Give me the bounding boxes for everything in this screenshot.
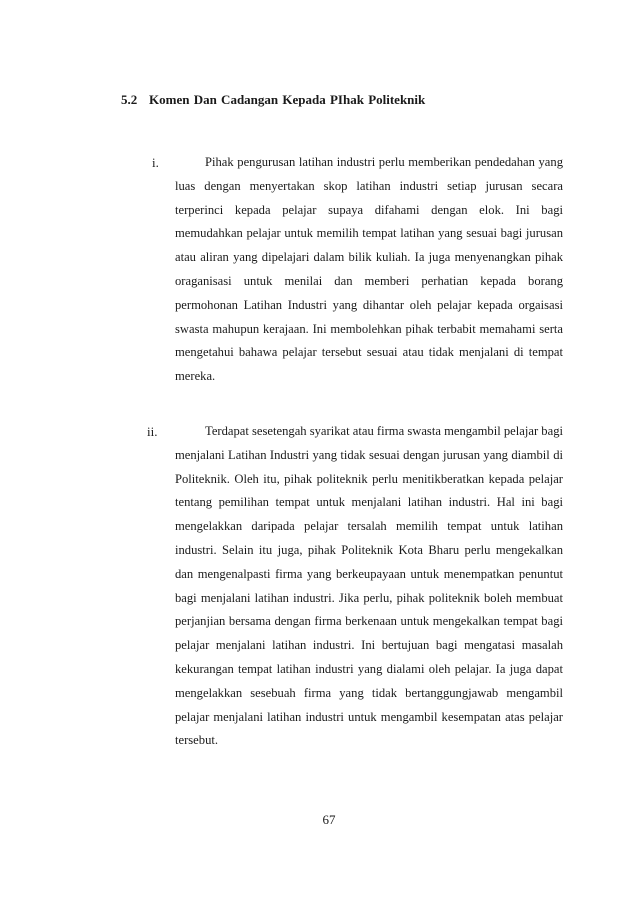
- page-number: 67: [322, 812, 336, 827]
- list-item-marker: ii.: [147, 424, 158, 439]
- list-item-paragraph: Terdapat sesetengah syarikat atau firma swasta mengambil pelajar bagi menjalani Latihan Industri yang tidak sesuai dengan jurusan yang diambil di Politeknik. Oleh itu, pihak politeknik perlu menitikberatkan kepada pelajar tentang pemilihan tempat untuk menjalani latihan industri. Hal ini bagi mengelakkan daripada pelajar tersalah memilih tempat untuk latihan industri. Selain itu juga, pihak Politeknik Kota Bharu perlu mengekalkan dan mengenalpasti firma yang berkeupayaan untuk menempatkan penuntut bagi menjalani latihan industri. Jika perlu, pihak politeknik boleh membuat perjanjian bersama dengan firma berkenaan untuk mengekalkan tempat bagi pelajar menjalani latihan industri. Ini bertujuan bagi mengatasi masalah kekurangan tempat latihan industri yang dialami oleh pelajar. Ia juga dapat mengelakkan sesebuah firma yang tidak bertanggungjawab mengambil pelajar menjalani latihan industri untuk mengambil kesempatan atas pelajar tersebut.: [175, 424, 563, 748]
- list-item: [118, 420, 563, 753]
- section-title: Komen Dan Cadangan Kepada PIhak Politeknik: [149, 92, 426, 107]
- section-number: 5.2: [121, 92, 138, 107]
- list-item: [118, 151, 563, 389]
- section-heading: [121, 92, 425, 108]
- list-item-marker: i.: [152, 155, 159, 170]
- list-item-paragraph: Pihak pengurusan latihan industri perlu memberikan pendedahan yang luas dengan menyertakan skop latihan industri setiap jurusan secara terperinci kepada pelajar supaya difahami dengan elok. Ini bagi memudahkan pelajar untuk memilih tempat latihan yang sesuai bagi jurusan atau aliran yang dipelajari dalam bilik kuliah. Ia juga menyenangkan pihak oraganisasi untuk menilai dan memberi perhatian kepada borang permohonan Latihan Industri yang dihantar oleh pelajar kepada orgaisasi swasta mahupun kerajaan. Ini membolehkan pihak terbabit memahami serta mengetahui bahawa pelajar tersebut sesuai atau tidak menjalani di tempat mereka.: [175, 155, 563, 384]
